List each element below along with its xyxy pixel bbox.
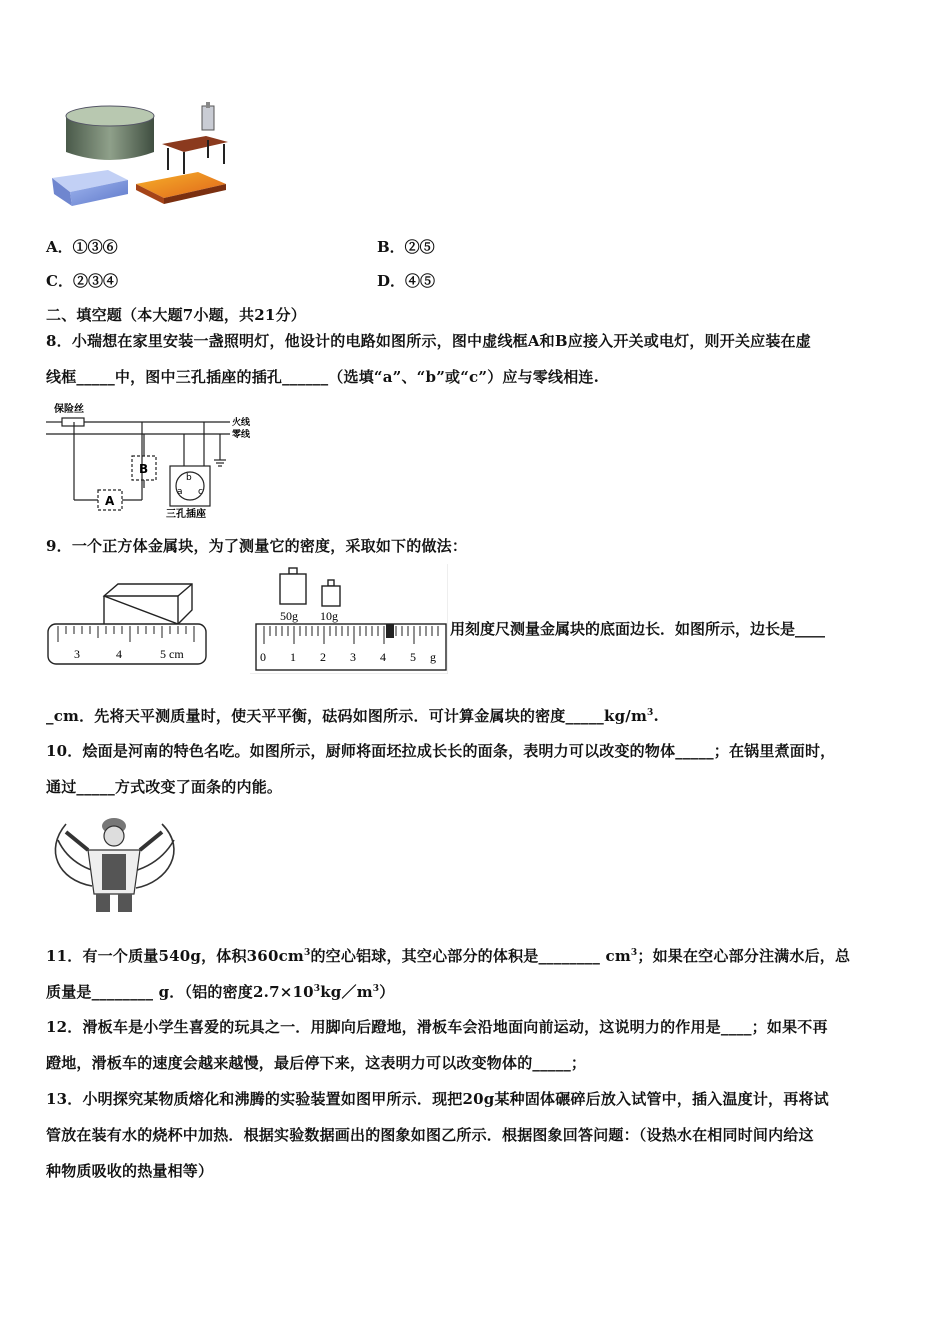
q9-inline-text: 用刻度尺测量金属块的底面边长．如图所示，边长是____ (450, 620, 826, 638)
option-c: C．②③④ (46, 272, 118, 290)
water-tank (66, 106, 154, 160)
beam-tick-3: 3 (350, 650, 356, 664)
circuit-diagram (44, 398, 264, 520)
beam-tick-2: 2 (320, 650, 326, 664)
neutral-wire-label: 零线 (232, 430, 251, 440)
q11-text-d: 质量是________ g．（铝的密度2.7×10 (46, 983, 314, 1001)
q11-text-c: ；如果在空心部分注满水后，总 (637, 947, 851, 965)
wooden-board (136, 172, 226, 204)
ruler-figure (46, 580, 208, 668)
q11-sup-1: 3 (304, 948, 311, 958)
balance-rider (386, 624, 394, 638)
q11-line1 (46, 945, 850, 966)
q8-line1: 8．小瑞想在家里安装一盏照明灯，他设计的电路如图所示，图中虚线框A和B应接入开关或电灯，则开关应装在虚 (46, 332, 811, 350)
balance-figure (250, 564, 448, 674)
sponge (52, 170, 128, 206)
box-a-label: A (105, 494, 115, 508)
q11-sup-2: 3 (630, 948, 638, 958)
q11-sup-3: 3 (313, 984, 321, 994)
q11-line2 (46, 981, 394, 1002)
section-heading: 二、填空题（本大题7小题，共21分） (46, 306, 306, 324)
option-d: D．④⑤ (377, 272, 436, 290)
beam-tick-0: 0 (260, 650, 266, 664)
objects-figure (48, 98, 248, 213)
q11-text-a: 11．有一个质量540g，体积360cm (46, 947, 304, 965)
chef-figure (48, 810, 184, 914)
option-b: B．②⑤ (377, 238, 435, 256)
socket-pin-c: c (198, 487, 203, 497)
ruler-tick-4: 4 (116, 647, 122, 661)
q10-line2: 通过_____方式改变了面条的内能。 (46, 778, 283, 796)
weight-10g-label: 10g (320, 609, 338, 623)
beam-tick-1: 1 (290, 650, 296, 664)
beam-tick-4: 4 (380, 650, 386, 664)
q9-line3 (46, 705, 659, 726)
q12-line1: 12．滑板车是小学生喜爱的玩具之一．用脚向后蹬地，滑板车会沿地面向前运动，这说明力的作用是____；如果不再 (46, 1018, 828, 1036)
beam-unit: g (430, 650, 436, 664)
q9-line1: 9．一个正方体金属块，为了测量它的密度，采取如下的做法： (46, 537, 468, 555)
q11-text-b: 的空心铝球，其空心部分的体积是________ cm (310, 947, 631, 965)
q11-text-e: kg／m (320, 983, 373, 1001)
socket-label: 三孔插座 (166, 509, 206, 520)
live-wire-label: 火线 (232, 418, 251, 428)
q10-line1: 10．烩面是河南的特色名吃。如图所示，厨师将面坯拉成长长的面条，表明力可以改变的物体_____；在锅里煮面时， (46, 742, 836, 760)
q8-line2: 线框_____中，图中三孔插座的插孔______（选填“a”、“b”或“c”）应与零线相连. (46, 368, 600, 386)
weight-50g-label: 50g (280, 609, 298, 623)
socket-pin-b: b (186, 473, 192, 483)
q12-line2: 蹬地，滑板车的速度会越来越慢，最后停下来，这表明力可以改变物体的_____； (46, 1054, 587, 1072)
q9-line3-text: _cm．先将天平测质量时，使天平平衡，砝码如图所示．可计算金属块的密度_____kg/m (46, 707, 648, 725)
q11-sup-4: 3 (372, 984, 380, 994)
beam-tick-5: 5 (410, 650, 416, 664)
q9-line3-sup: 3 (647, 708, 654, 718)
q13-line3: 种物质吸收的热量相等） (46, 1162, 214, 1180)
fuse-label: 保险丝 (54, 404, 84, 415)
q11-text-f: ） (379, 983, 395, 1001)
q13-line2: 管放在装有水的烧杯中加热．根据实验数据画出的图象如图乙所示．根据图象回答问题：（设热水在相同时间内给这 (46, 1126, 814, 1144)
option-a: A．①③⑥ (46, 238, 118, 256)
box-b-label: B (139, 462, 149, 476)
ruler-tick-3: 3 (74, 647, 80, 661)
small-table (162, 102, 228, 174)
ruler-tick-5: 5 cm (160, 647, 184, 661)
q9-line3-end: . (653, 707, 659, 725)
q13-line1: 13．小明探究某物质熔化和沸腾的实验装置如图甲所示．现把20g某种固体碾碎后放入试管中，插入温度计，再将试 (46, 1090, 829, 1108)
socket-pin-a: a (177, 487, 183, 497)
